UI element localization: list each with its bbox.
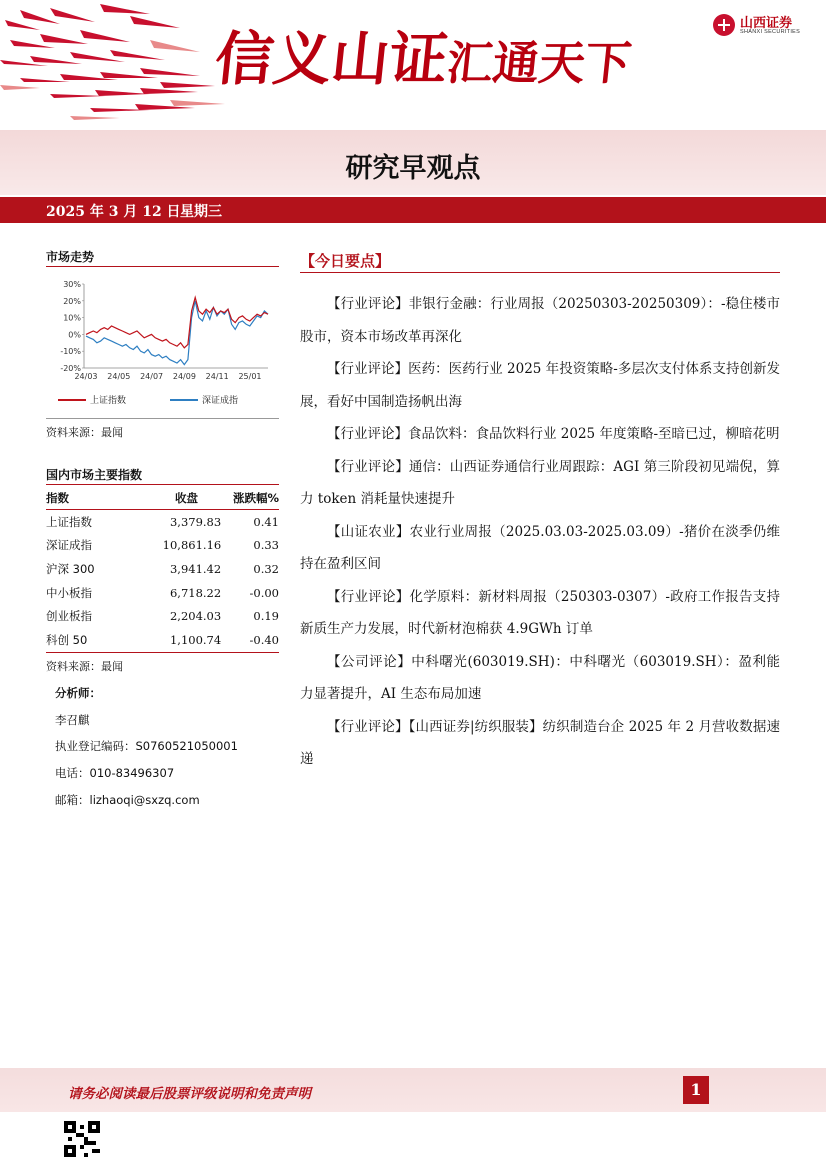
highlights-list [300,288,780,776]
indices-section-divider [46,484,279,485]
col-close: 收盘 [107,487,221,510]
table-row [46,581,279,605]
analyst-email[interactable]: 邮箱：lizhaoqi@sxzq.com [55,793,200,807]
x-tick-label: 24/09 [172,372,196,381]
list-item[interactable]: 【行业评论】医药：医药行业 2025 年投资策略-多层次支付体系支持创新发展，看好中国制造扬帆出海 [300,361,780,410]
index-change: -0.00 [249,585,279,600]
slogan-tail: 汇通天下 [444,36,634,90]
y-tick-label: 0% [68,330,81,340]
index-close: 3,941.42 [169,561,222,576]
list-item[interactable]: 【行业评论】非银行金融：行业周报（20250303-20250309）：-稳住楼市股市，资本市场改革再深化 [300,296,780,345]
indices-header-row [46,487,279,510]
x-tick-label: 24/11 [205,372,229,381]
table-row [46,628,279,652]
index-close: 10,861.16 [162,538,222,553]
y-tick-label: 10% [63,313,81,323]
index-name: 沪深 300 [46,561,95,576]
report-weekday: 星期三 [180,204,222,220]
trend-chart-svg [46,272,279,412]
list-item[interactable]: 【行业评论】化学原料：新材料周报（250303-0307）-政府工作报告支持新质生产力发展，时代新材泡棉获 4.9GWh 订单 [300,588,780,637]
list-item[interactable]: 【山证农业】农业行业周报（2025.03.03-2025.03.09）-猪价在淡季仍维持在盈利区间 [300,523,780,572]
header-banner [0,0,826,130]
indices-source: 资料来源：最闻 [46,660,123,673]
table-row [46,557,279,581]
table-row [46,510,279,534]
series-line [86,301,268,365]
page-number: 1 [683,1076,709,1104]
legend-label: 深证成指 [202,396,239,406]
y-tick-label: 20% [63,296,81,306]
index-name: 中小板指 [46,585,92,600]
analyst-label: 分析师： [55,686,101,700]
logo-mark-icon [713,14,735,36]
qr-code-icon [64,1121,100,1157]
title-band [0,130,826,195]
company-logo [713,12,813,38]
index-change: 0.19 [253,609,279,624]
date-bar [0,197,826,223]
index-name: 创业板指 [46,609,92,624]
index-close: 6,718.22 [169,585,222,600]
col-index: 指数 [46,487,107,510]
slogan-main: 信义山证 [211,25,452,93]
series-line [86,297,268,347]
index-change: 0.33 [253,538,279,553]
disclaimer-notice[interactable]: 请务必阅读最后股票评级说明和免责声明 [68,1086,311,1102]
y-tick-label: -10% [60,347,81,357]
x-tick-label: 24/07 [140,372,164,381]
indices-table [46,487,279,653]
index-change: 0.32 [253,561,279,576]
logo-subtitle: SHANXI SECURITIES [740,29,801,35]
analyst-phone: 电话：010-83496307 [55,766,175,780]
list-item[interactable]: 【行业评论】食品饮料：食品饮料行业 2025 年度策略-至暗已过，柳暗花明 [327,426,780,442]
x-tick-label: 25/01 [238,372,262,381]
indices-section-title: 国内市场主要指数 [46,468,143,482]
index-close: 3,379.83 [169,514,222,529]
market-section-divider [46,266,279,267]
index-name: 上证指数 [46,514,92,529]
col-change: 涨跌幅% [221,487,279,510]
index-name: 科创 50 [46,628,107,652]
report-date: 2025 年 3 月 12 日 [46,204,181,220]
table-row [46,534,279,558]
analyst-name: 李召麒 [55,713,90,727]
logo-name: 山西证券 [740,16,793,31]
index-close: 1,100.74 [107,628,221,652]
list-item[interactable]: 【行业评论】通信：山西证券通信行业周跟踪：AGI 第三阶段初见端倪，算力 token 消耗量快速提升 [300,458,780,507]
index-name: 深证成指 [46,538,92,553]
index-change: -0.40 [221,628,279,652]
table-row [46,604,279,628]
y-tick-label: 30% [63,280,81,289]
market-chart [46,272,279,412]
red-arrows-graphic [0,0,230,130]
legend-label: 上证指数 [90,396,127,406]
list-item[interactable]: 【公司评论】中科曙光(603019.SH)：中科曙光（603019.SH）：盈利能力显著提升，AI 生态布局加速 [300,653,780,702]
y-tick-label: -20% [60,364,81,373]
analyst-license: 执业登记编码：S0760521050001 [55,739,238,753]
index-close: 2,204.03 [169,609,222,624]
index-change: 0.41 [253,514,279,529]
slogan [212,12,637,96]
list-item[interactable]: 【行业评论】【山西证券|纺织服装】纺织制造台企 2025 年 2 月营收数据速递 [300,718,780,767]
market-section-title: 市场走势 [46,250,95,264]
x-tick-label: 24/05 [107,372,131,381]
chart-bottom-divider [46,418,279,419]
report-title: 研究早观点 [345,153,481,184]
highlights-divider [300,272,780,273]
chart-source: 资料来源：最闻 [46,426,123,439]
footer-band [0,1068,826,1112]
x-tick-label: 24/03 [74,372,98,381]
highlights-title: 【今日要点】 [300,252,391,270]
